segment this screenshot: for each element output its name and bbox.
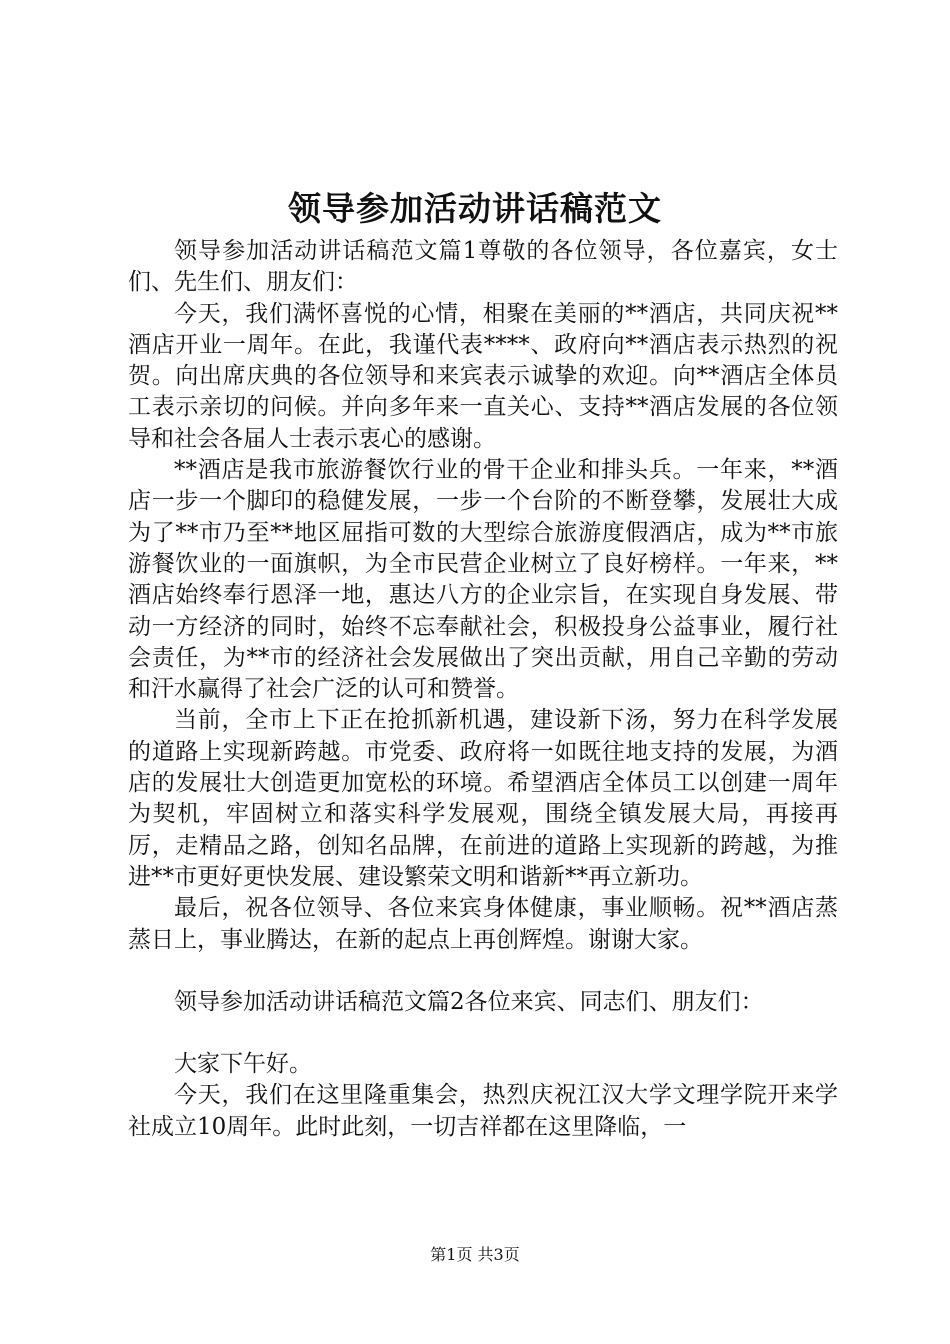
paragraph: 最后，祝各位领导、各位来宾身体健康，事业顺畅。祝**酒店蒸蒸日上，事业腾达，在新的起点上再创辉煌。谢谢大家。 <box>128 895 838 953</box>
paragraph: 今天，我们在这里隆重集会，热烈庆祝江汉大学文理学院开来学社成立10周年。此时此刻，一切吉祥都在这里降临，一 <box>128 1082 838 1140</box>
paragraph: 领导参加活动讲话稿范文篇1尊敬的各位领导，各位嘉宾，女士们、先生们、朋友们： <box>128 238 838 296</box>
paragraph: 大家下午好。 <box>174 1051 312 1078</box>
paragraph: 今天，我们满怀喜悦的心情，相聚在美丽的**酒店，共同庆祝**酒店开业一周年。在此，我谨代表****、政府向**酒店表示热烈的祝贺。向出席庆典的各位领导和来宾表示诚挚的欢迎。向**酒店全体员工表示亲切的问候。并向多年来一直关心、支持**酒店发展的各位领导和社会各届人士表示衷心的感谢。 <box>128 300 838 452</box>
paragraph: **酒店是我市旅游餐饮行业的骨干企业和排头兵。一年来，**酒店一步一个脚印的稳健发展，一步一个台阶的不断登攀，发展壮大成为了**市乃至**地区屈指可数的大型综合旅游度假酒店，成为**市旅游餐饮业的一面旗帜，为全市民营企业树立了良好榜样。一年来，**酒店始终奉行恩泽一地，惠达八方的企业宗旨，在实现自身发展、带动一方经济的同时，始终不忘奉献社会，积极投身公益事业，履行社会责任，为**市的经济社会发展做出了突出贡献，用自己辛勤的劳动和汗水赢得了社会广泛的认可和赞誉。 <box>128 457 838 703</box>
paragraph-spacer <box>128 956 838 987</box>
document-body <box>128 236 838 1143</box>
page-number-footer: 第1页 共3页 <box>430 1245 520 1264</box>
paragraph-spacer <box>128 1018 838 1049</box>
document-title: 领导参加活动讲话稿范文 <box>288 189 662 228</box>
paragraph: 当前，全市上下正在抢抓新机遇，建设新下汤，努力在科学发展的道路上实现新跨越。市党委、政府将一如既往地支持的发展，为酒店的发展壮大创造更加宽松的环境。希望酒店全体员工以创建一周年为契机，牢固树立和落实科学发展观，围绕全镇发展大局，再接再厉，走精品之路，创知名品牌，在前进的道路上实现新的跨越，为推进**市更好更快发展、建设繁荣文明和谐新**再立新功。 <box>128 707 838 890</box>
paragraph: 领导参加活动讲话稿范文篇2各位来宾、同志们、朋友们： <box>174 988 764 1015</box>
